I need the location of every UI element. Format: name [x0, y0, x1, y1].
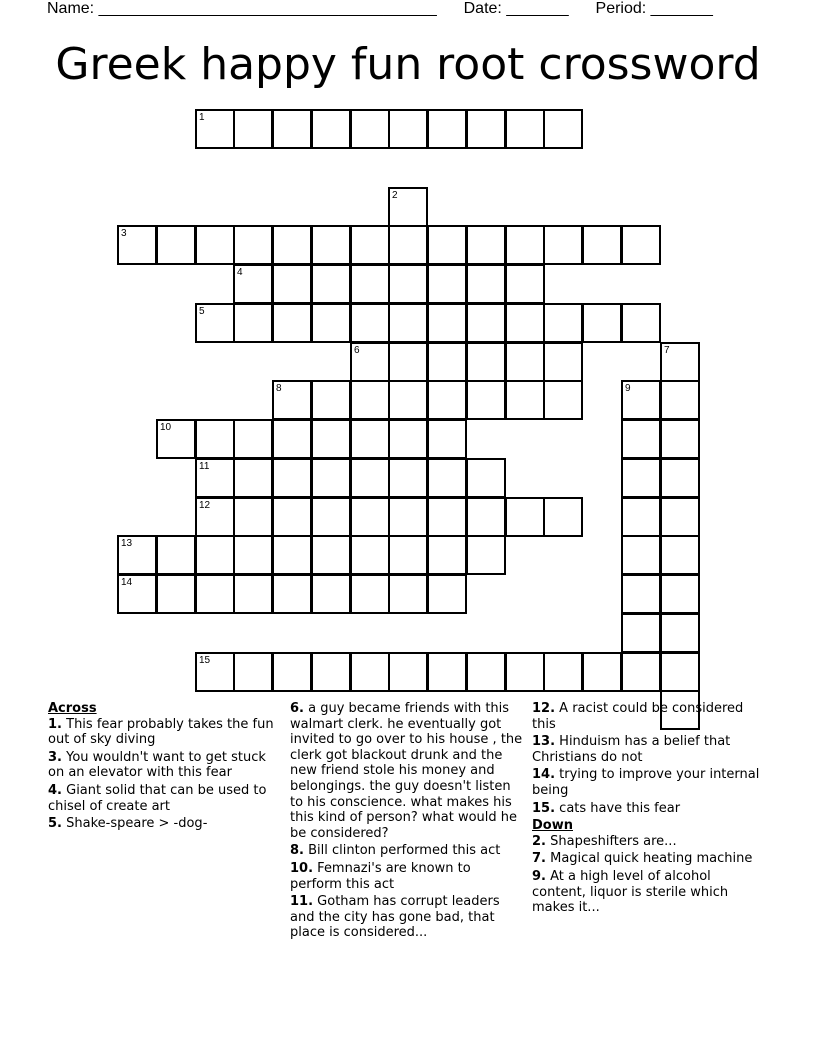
clue-across-11: 11. Gotham has corrupt leaders and the city has gone bad, that place is considered...	[290, 894, 500, 941]
grid-cell[interactable]	[117, 225, 157, 265]
period-field[interactable]: Period: _______	[595, 0, 713, 17]
clue-across-10: 10. Femnazi's are known to perform this act	[290, 860, 471, 892]
grid-cell[interactable]	[543, 497, 583, 537]
grid-cell[interactable]	[388, 497, 428, 537]
grid-cell[interactable]	[621, 380, 661, 420]
clue-across-12: 12. A racist could be considered this	[532, 701, 744, 732]
grid-cell[interactable]	[543, 109, 583, 149]
page-title: Greek happy fun root crossword	[55, 39, 761, 90]
grid-cell[interactable]	[466, 458, 506, 498]
grid-cell[interactable]	[233, 303, 273, 343]
clue-across-4: 4. Giant solid that can be used to chisel of create art	[48, 782, 267, 814]
clue-number: 10	[160, 422, 172, 433]
grid-cell[interactable]	[350, 652, 390, 692]
grid-cell[interactable]	[427, 109, 467, 149]
grid-cell[interactable]	[156, 419, 196, 459]
grid-cell[interactable]	[117, 574, 157, 614]
grid-cell[interactable]	[350, 380, 390, 420]
grid-cell[interactable]	[660, 535, 700, 575]
grid-cell[interactable]	[505, 264, 545, 304]
clue-number: 8	[276, 383, 282, 394]
grid-cell[interactable]	[427, 458, 467, 498]
grid-cell[interactable]	[543, 380, 583, 420]
grid-cell[interactable]	[427, 380, 467, 420]
grid-cell[interactable]	[311, 497, 351, 537]
grid-cell[interactable]	[195, 419, 235, 459]
grid-cell[interactable]	[272, 652, 312, 692]
grid-cell[interactable]	[233, 419, 273, 459]
grid-cell[interactable]	[427, 652, 467, 692]
grid-cell[interactable]	[505, 497, 545, 537]
grid-cell[interactable]	[466, 652, 506, 692]
clue-number: 13	[121, 538, 133, 549]
grid-cell[interactable]	[466, 264, 506, 304]
grid-cell[interactable]	[195, 535, 235, 575]
clue-number: 3	[121, 228, 127, 239]
grid-cell[interactable]	[466, 225, 506, 265]
grid-cell[interactable]	[272, 303, 312, 343]
grid-cell[interactable]	[621, 225, 661, 265]
grid-cell[interactable]	[311, 535, 351, 575]
grid-cell[interactable]	[621, 613, 661, 653]
grid-cell[interactable]	[233, 109, 273, 149]
grid-cell[interactable]	[233, 652, 273, 692]
grid-cell[interactable]	[350, 535, 390, 575]
grid-cell[interactable]	[427, 303, 467, 343]
grid-cell[interactable]	[195, 109, 235, 149]
grid-cell[interactable]	[388, 303, 428, 343]
grid-cell[interactable]	[272, 574, 312, 614]
grid-cell[interactable]	[272, 458, 312, 498]
grid-cell[interactable]	[621, 419, 661, 459]
grid-cell[interactable]	[195, 225, 235, 265]
grid-cell[interactable]	[233, 574, 273, 614]
grid-cell[interactable]	[233, 264, 273, 304]
clue-across-8: 8. Bill clinton performed this act	[290, 843, 501, 859]
grid-cell[interactable]	[621, 497, 661, 537]
grid-cell[interactable]	[543, 303, 583, 343]
grid-cell[interactable]	[427, 342, 467, 382]
grid-cell[interactable]	[156, 225, 196, 265]
grid-cell[interactable]	[311, 574, 351, 614]
clue-across-5: 5. Shake-speare > -dog-	[48, 816, 208, 832]
grid-cell[interactable]	[195, 497, 235, 537]
grid-cell[interactable]	[505, 380, 545, 420]
grid-cell[interactable]	[388, 264, 428, 304]
grid-cell[interactable]	[427, 574, 467, 614]
clue-number: 9	[625, 383, 631, 394]
clue-number: 15	[199, 655, 211, 666]
grid-cell[interactable]	[156, 574, 196, 614]
clues-column-2	[290, 701, 525, 943]
grid-cell[interactable]	[350, 225, 390, 265]
grid-cell[interactable]	[272, 419, 312, 459]
grid-cell[interactable]	[311, 264, 351, 304]
clue-number: 7	[664, 345, 670, 356]
clue-across-15: 15. cats have this fear	[532, 800, 681, 816]
grid-cell[interactable]	[195, 652, 235, 692]
grid-cell[interactable]	[543, 225, 583, 265]
grid-cell[interactable]	[466, 497, 506, 537]
grid-cell[interactable]	[621, 652, 661, 692]
grid-cell[interactable]	[233, 535, 273, 575]
grid-cell[interactable]	[272, 535, 312, 575]
grid-cell[interactable]	[466, 535, 506, 575]
grid-cell[interactable]	[388, 535, 428, 575]
name-field[interactable]: Name: ______________________________________	[47, 0, 437, 17]
grid-cell[interactable]	[233, 497, 273, 537]
grid-cell[interactable]	[388, 380, 428, 420]
clue-number: 6	[354, 345, 360, 356]
grid-cell[interactable]	[195, 458, 235, 498]
grid-cell[interactable]	[582, 303, 622, 343]
grid-cell[interactable]	[621, 535, 661, 575]
grid-cell[interactable]	[311, 652, 351, 692]
clue-number: 12	[199, 500, 211, 511]
grid-cell[interactable]	[660, 419, 700, 459]
grid-cell[interactable]	[427, 497, 467, 537]
grid-cell[interactable]	[272, 380, 312, 420]
clue-number: 1	[199, 112, 205, 123]
grid-cell[interactable]	[505, 652, 545, 692]
grid-cell[interactable]	[660, 497, 700, 537]
clues-column-3	[532, 701, 767, 918]
grid-cell[interactable]	[272, 497, 312, 537]
grid-cell[interactable]	[311, 380, 351, 420]
grid-cell[interactable]	[660, 380, 700, 420]
grid-cell[interactable]	[388, 187, 428, 227]
grid-cell[interactable]	[388, 109, 428, 149]
grid-cell[interactable]	[350, 109, 390, 149]
down-heading: Down	[532, 818, 573, 834]
grid-cell[interactable]	[272, 225, 312, 265]
grid-cell[interactable]	[466, 380, 506, 420]
grid-cell[interactable]	[350, 419, 390, 459]
grid-cell[interactable]	[621, 303, 661, 343]
grid-cell[interactable]	[466, 109, 506, 149]
clue-down-9: 9. At a high level of alcohol content, liquor is sterile which makes it...	[532, 868, 729, 916]
grid-cell[interactable]	[195, 303, 235, 343]
grid-cell[interactable]	[350, 574, 390, 614]
grid-cell[interactable]	[350, 497, 390, 537]
grid-cell[interactable]	[311, 303, 351, 343]
clue-across-13: 13. Hinduism has a belief that Christians do not	[532, 734, 731, 765]
grid-cell[interactable]	[427, 264, 467, 304]
grid-cell[interactable]	[272, 264, 312, 304]
grid-cell[interactable]	[272, 109, 312, 149]
grid-cell[interactable]	[388, 342, 428, 382]
grid-cell[interactable]	[466, 303, 506, 343]
grid-cell[interactable]	[233, 458, 273, 498]
grid-cell[interactable]	[505, 342, 545, 382]
grid-cell[interactable]	[388, 458, 428, 498]
grid-cell[interactable]	[195, 574, 235, 614]
clue-down-7: 7. Magical quick heating machine	[532, 851, 753, 867]
grid-cell[interactable]	[388, 652, 428, 692]
grid-cell[interactable]	[505, 225, 545, 265]
across-heading: Across	[48, 701, 97, 716]
grid-cell[interactable]	[621, 458, 661, 498]
grid-cell[interactable]	[466, 342, 506, 382]
grid-cell[interactable]	[350, 458, 390, 498]
clue-across-3: 3. You wouldn't want to get stuck on an elevator with this fear	[48, 749, 266, 781]
grid-cell[interactable]	[156, 535, 196, 575]
clue-number: 11	[199, 461, 210, 472]
clue-number: 14	[121, 577, 133, 588]
grid-cell[interactable]	[660, 613, 700, 653]
grid-cell[interactable]	[660, 652, 700, 692]
grid-cell[interactable]	[582, 225, 622, 265]
grid-cell[interactable]	[311, 109, 351, 149]
grid-cell[interactable]	[427, 419, 467, 459]
clue-number: 4	[237, 267, 243, 278]
grid-cell[interactable]	[350, 342, 390, 382]
grid-cell[interactable]	[505, 303, 545, 343]
grid-cell[interactable]	[311, 458, 351, 498]
grid-cell[interactable]	[388, 574, 428, 614]
grid-cell[interactable]	[350, 303, 390, 343]
grid-cell[interactable]	[233, 225, 273, 265]
grid-cell[interactable]	[117, 535, 157, 575]
clues-column-1	[48, 701, 283, 834]
clue-down-2: 2. Shapeshifters are...	[532, 833, 677, 849]
grid-cell[interactable]	[660, 342, 700, 382]
grid-cell[interactable]	[311, 419, 351, 459]
grid-cell[interactable]	[427, 535, 467, 575]
grid-cell[interactable]	[311, 225, 351, 265]
grid-cell[interactable]	[621, 574, 661, 614]
clue-number: 2	[392, 190, 398, 201]
grid-cell[interactable]	[660, 574, 700, 614]
grid-cell[interactable]	[660, 458, 700, 498]
grid-cell[interactable]	[427, 225, 467, 265]
grid-cell[interactable]	[350, 264, 390, 304]
grid-cell[interactable]	[388, 225, 428, 265]
grid-cell[interactable]	[543, 342, 583, 382]
clue-across-6: 6. a guy became friends with this walmart clerk. he eventually got invited to go over to his house , the clerk got blackout drunk and the new friend stole his money and belongings. the guy doesn't listen to his conscience. what makes his this kind of person? what would he be considered?	[290, 701, 523, 841]
clue-across-14: 14. trying to improve your internal being	[532, 767, 760, 798]
clue-across-1: 1. This fear probably takes the fun out of sky diving	[48, 716, 274, 748]
grid-cell[interactable]	[505, 109, 545, 149]
clue-number: 5	[199, 306, 205, 317]
grid-cell[interactable]	[582, 652, 622, 692]
date-field[interactable]: Date: _______	[463, 0, 569, 17]
grid-cell[interactable]	[543, 652, 583, 692]
grid-cell[interactable]	[388, 419, 428, 459]
